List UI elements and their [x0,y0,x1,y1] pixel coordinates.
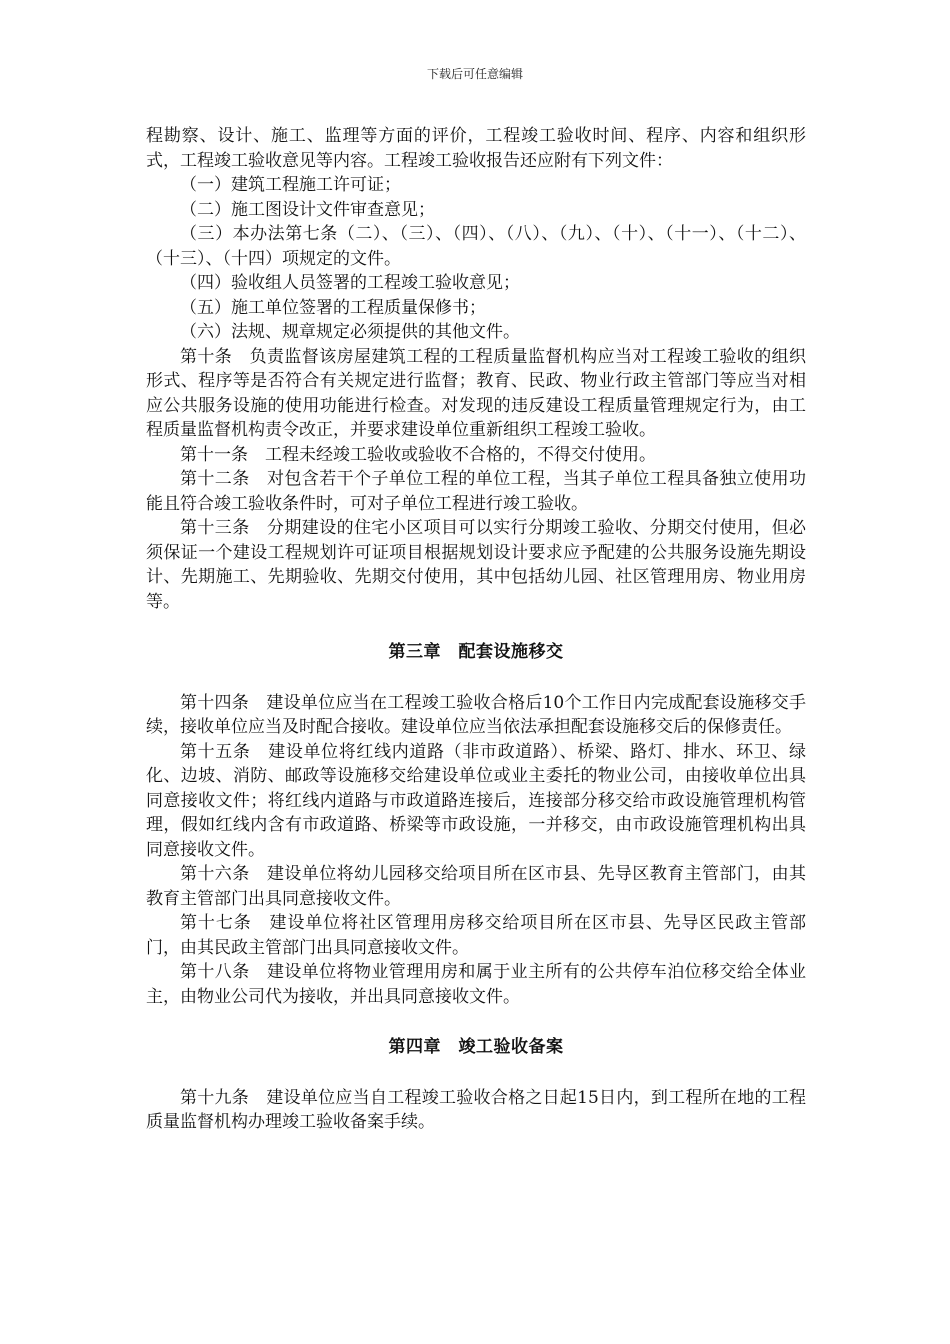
article-11: 第十一条 工程未经竣工验收或验收不合格的，不得交付使用。 [180,444,656,465]
article-18: 第十八条 建设单位将物业管理用房和属于业主所有的公共停车泊位移交给全体业主，由物业公司代为接收，并出具同意接收文件。 [146,962,806,1007]
list-item: （六）法规、规章规定必须提供的其他文件。 [180,322,520,342]
list-item: （一）建筑工程施工许可证； [180,175,401,195]
page-header: 下载后可任意编辑 [426,67,523,81]
article-16: 第十六条 建设单位将幼儿园移交给项目所在区市县、先导区教育主管部门，由其教育主管部门出具同意接收文件。 [146,864,806,909]
article-10: 第十条 负责监督该房屋建筑工程的工程质量监督机构应当对工程竣工验收的组织形式、程序等是否符合有关规定进行监督；教育、民政、物业行政主管部门等应当对相应公共服务设施的使用功能进行检查。对发现的违反建设工程质量管理规定行为，由工程质量监督机构责令改正，并要求建设单位重新组织工程竣工验收。 [146,346,806,440]
document-body [146,124,806,1135]
article-19: 第十九条 建设单位应当自工程竣工验收合格之日起15日内，到工程所在地的工程质量监督机构办理竣工验收备案手续。 [146,1087,806,1132]
paragraph: 程勘察、设计、施工、监理等方面的评价，工程竣工验收时间、程序、内容和组织形式，工程竣工验收意见等内容。工程竣工验收报告还应附有下列文件： [146,126,806,171]
article-13: 第十三条 分期建设的住宅小区项目可以实行分期竣工验收、分期交付使用，但必须保证一个建设工程规划许可证项目根据规划设计要求应予配建的公共服务设施先期设计、先期施工、先期验收、先期交付使用，其中包括幼儿园、社区管理用房、物业用房等。 [146,518,806,612]
article-17: 第十七条 建设单位将社区管理用房移交给项目所在区市县、先导区民政主管部门，由其民政主管部门出具同意接收文件。 [146,913,806,958]
article-15: 第十五条 建设单位将红线内道路（非市政道路）、桥梁、路灯、排水、环卫、绿化、边坡、消防、邮政等设施移交给建设单位或业主委托的物业公司，由接收单位出具同意接收文件；将红线内道路与市政道路连接后，连接部分移交给市政设施管理机构管理，假如红线内含有市政道路、桥梁等市政设施，一并移交，由市政设施管理机构出具同意接收文件。 [146,741,806,860]
list-item: （四）验收组人员签署的工程竣工验收意见； [180,273,520,293]
list-item: （三）本办法第七条（二）、（三）、（四）、（八）、（九）、（十）、（十一）、（十二）、（十三）、（十四）项规定的文件。 [146,224,806,269]
article-12: 第十二条 对包含若干个子单位工程的单位工程，当其子单位工程具备独立使用功能且符合竣工验收条件时，可对子单位工程进行竣工验收。 [146,469,806,514]
list-item: （五）施工单位签署的工程质量保修书； [180,297,486,318]
list-item: （二）施工图设计文件审查意见； [180,199,435,220]
chapter-4-heading: 第四章 竣工验收备案 [388,1037,564,1057]
article-14: 第十四条 建设单位应当在工程竣工验收合格后10个工作日内完成配套设施移交手续，接收单位应当及时配合接收。建设单位应当依法承担配套设施移交后的保修责任。 [146,692,806,737]
chapter-3-heading: 第三章 配套设施移交 [388,642,564,662]
